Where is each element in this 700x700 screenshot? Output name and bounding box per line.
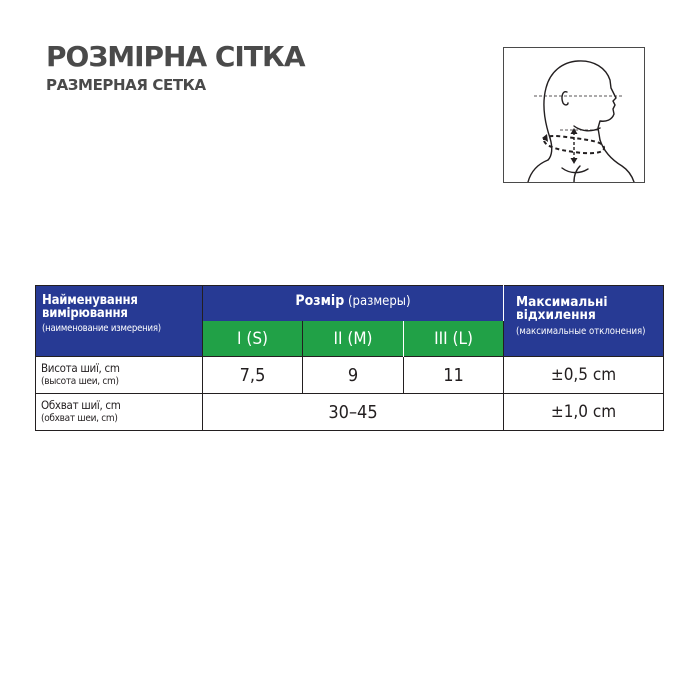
neck-height-s-value: 7,5: [203, 357, 303, 394]
measurement-name-header: [36, 286, 203, 357]
row-label-neck-circumference: [36, 394, 203, 431]
table-row: [36, 357, 664, 394]
row-label-main: Обхват шиї, cm: [41, 398, 121, 412]
size-header-main: Розмір: [295, 293, 345, 309]
row-label-sub: (высота шеи, cm): [41, 376, 119, 387]
neck-measurement-illustration: [503, 47, 645, 183]
neck-measurement-diagram-icon: [504, 48, 644, 182]
neck-height-l-value: 11: [404, 357, 504, 394]
neck-height-deviation: ±0,5 cm: [504, 357, 664, 394]
page-subtitle: РАЗМЕРНАЯ СЕТКА: [46, 76, 206, 94]
page-title: РОЗМІРНА СІТКА: [46, 40, 305, 73]
size-label-l: III (L): [404, 321, 504, 357]
row-label-neck-height: [36, 357, 203, 394]
neck-circumference-deviation: ±1,0 cm: [504, 394, 664, 431]
measurement-name-header-sub: (наименование измерения): [42, 323, 161, 334]
max-deviation-header: [504, 286, 664, 357]
measurement-name-header-main: Найменування вимірювання: [42, 293, 138, 321]
size-header: [203, 286, 504, 322]
size-label-m: II (M): [303, 321, 404, 357]
neck-circumference-range: 30–45: [203, 394, 504, 431]
size-label-s: I (S): [203, 321, 303, 357]
size-header-sub: (размеры): [344, 294, 411, 309]
size-table: [35, 285, 664, 431]
max-deviation-header-sub: (максимальные отклонения): [516, 326, 646, 337]
max-deviation-header-main: Максимальні відхилення: [516, 294, 608, 323]
row-label-main: Висота шиї, cm: [41, 361, 120, 375]
row-label-sub: (обхват шеи, cm): [41, 413, 118, 424]
neck-height-m-value: 9: [303, 357, 404, 394]
table-row: [36, 394, 664, 431]
